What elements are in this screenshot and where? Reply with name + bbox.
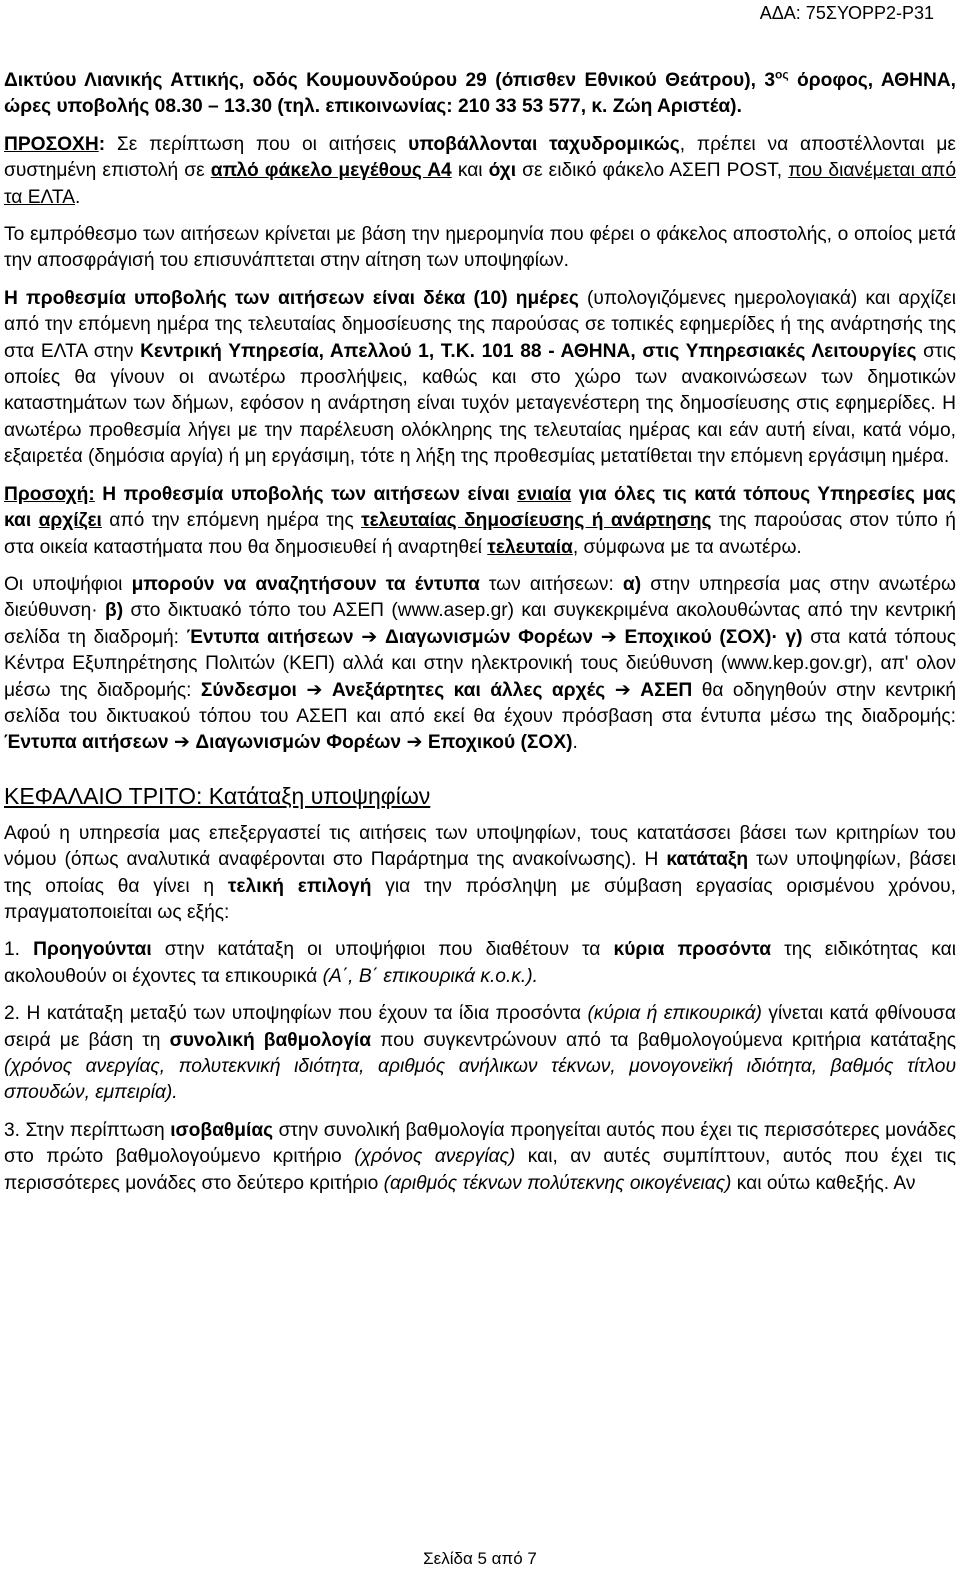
- item1-text-1: 1.: [4, 939, 34, 961]
- p6-bold-1: μπορούν να αναζητήσουν τα έντυπα: [131, 573, 480, 595]
- p5-label: Προσοχή:: [4, 483, 95, 505]
- item2-text-1: 2. Η κατάταξη μεταξύ των υποψηφίων που έχουν τα ίδια προσόντα: [4, 1003, 588, 1025]
- ranking-item-2: [4, 1001, 956, 1107]
- p5-text-2: της παρούσας στον τύπο ή στα οικεία καταστήματα που θα δημοσιευθεί ή αναρτηθεί: [4, 510, 956, 558]
- p7-text-1: Αφού η υπηρεσία μας επεξεργαστεί τις αιτήσεις των υποψηφίων, τους κατατάσσει βάσει των κριτηρίων του νόμου (όπως αναλυτικά αναφέρονται στο Παράρτημα της ανακοίνωσης). Η: [4, 822, 956, 871]
- p7-bold-1: κατάταξη: [666, 849, 749, 871]
- arrow-right-icon: ➔: [361, 626, 378, 648]
- paragraph-ranking-intro: [4, 821, 956, 927]
- p2-bold-2: όχι: [488, 160, 517, 182]
- p4-text-2: στις οποίες θα γίνουν οι ανωτέρω προσλήψεις, καθώς και στο χώρο των ανακοινώσεων των δημοτικών καταστημάτων των δήμων, εφόσον η ανάρτηση είναι τυχόν μεταγενέστερη της δημοσίευσης στις εφημερίδες. Η ανωτέρω προθεσμία λήγει με την παρέλευση ολόκληρης της τελευταίας ημέρας και εάν αυτή είναι, κατά νόμο, εξαιρετέα (δημόσια αργία) ή μη εργάσιμη, τότε η λήξη της προθεσμίας μετατίθεται την επόμενη εργάσιμη ημέρα.: [4, 340, 957, 468]
- p2-text-1: Σε περίπτωση που οι αιτήσεις: [105, 133, 409, 155]
- paragraph-address: [4, 68, 956, 121]
- item3-text-1: 3. Στην περίπτωση: [4, 1119, 171, 1141]
- p6-path-1-step-2: Διαγωνισμών Φορέων: [384, 626, 594, 648]
- ranking-item-3: [4, 1118, 956, 1197]
- item3-text-4: και ούτω καθεξής. Αν: [731, 1172, 916, 1194]
- p2-bold-1: υποβάλλονται ταχυδρομικώς: [408, 133, 680, 155]
- item3-text-2: στην συνολική βαθμολογία προηγείται αυτός που έχει τις περισσότερες μονάδες στο πρώτο βαθμολογούμενο κριτήριο: [4, 1119, 956, 1168]
- p2-bold-underline-1: απλό φάκελο μεγέθους Α4: [210, 160, 452, 182]
- p2-text-3: και: [451, 160, 489, 182]
- p6-text-4: στο δικτυακό τόπο του ΑΣΕΠ (www.asep.gr) και συγκεκριμένα ακολουθώντας από την κεντρική σελίδα τη διαδρομή:: [4, 600, 956, 648]
- p6-path-3-step-3: Εποχικού (ΣΟΧ): [427, 732, 573, 754]
- paragraph-timeliness: Το εμπρόθεσμο των αιτήσεων κρίνεται με βάση την ημερομηνία που φέρει ο φάκελος αποστολής, ο οποίος μετά την αποσφράγισή του επισυνάπτεται στην αίτηση των υποψηφίων.: [4, 224, 956, 272]
- p5-bold-underline-3: τελευταίας δημοσίευσης ή ανάρτησης: [361, 510, 712, 532]
- arrow-right-icon: ➔: [306, 679, 323, 701]
- p5-bold-underline-4: τελευταία: [487, 536, 573, 558]
- p5-text-1: από την επόμενη ημέρα της: [101, 510, 362, 532]
- p7-text-3: για την πρόσληψη με σύμβαση εργασίας ορισμένου χρόνου, πραγματοποιείται ως εξής:: [4, 875, 956, 923]
- p6-path-2-step-2: Ανεξάρτητες και άλλες αρχές: [331, 679, 606, 701]
- p6-path-2-step-3: ΑΣΕΠ: [640, 679, 693, 701]
- item1-bold-1: Προηγούνται: [33, 939, 152, 961]
- item3-text-3: και, αν αυτές συμπίπτουν, αυτός που έχει τις περισσότερες μονάδες στο δεύτερο κριτήριο: [4, 1146, 956, 1194]
- item3-bold-1: ισοβαθμίας: [170, 1119, 274, 1141]
- p4-bold-2: Κεντρική Υπηρεσία, Απελλού 1, Τ.Κ. 101 88 - ΑΘΗΝΑ, στις Υπηρεσιακές Λειτουργίες: [140, 340, 917, 362]
- paragraph-deadline: [4, 286, 956, 471]
- p2-text-5: .: [75, 186, 81, 208]
- p4-text-1: (υπολογιζόμενες ημερολογιακά) και αρχίζει από την επόμενη ημέρα της τελευταίας δημοσίευσης της παρούσας σε τοπικές εφημερίδες ή της ανάρτησής της στα ΕΛΤΑ στην: [4, 287, 956, 362]
- p6-text-2: των αιτήσεων:: [479, 573, 623, 595]
- p2-underline-1: που διανέμεται από τα ΕΛΤΑ: [4, 160, 956, 208]
- item2-text-2: γίνεται κατά φθίνουσα σειρά με βάση τη: [4, 1003, 956, 1051]
- arrow-right-icon: ➔: [600, 626, 617, 648]
- item2-italic-2: (χρόνος ανεργίας, πολυτεκνική ιδιότητα, αριθμός ανήλικων τέκνων, μονογονεϊκή ιδιότητα, βαθμός τίτλου σπουδών, εμπειρία).: [4, 1056, 956, 1104]
- paragraph-attention-deadline: [4, 482, 956, 561]
- attention-label: ΠΡΟΣΟΧΗ: [4, 133, 99, 155]
- item1-bold-2: κύρια προσόντα: [613, 939, 772, 961]
- chapter-title: ΚΕΦΑΛΑΙΟ ΤΡΙΤΟ: Κατάταξη υποψηφίων: [4, 782, 431, 809]
- p5-bold-2: για όλες τις κατά τόπους Υπηρεσίες μας και: [4, 483, 957, 532]
- attention-colon: :: [98, 133, 106, 155]
- p2-text-4: σε ειδικό φάκελο ΑΣΕΠ POST,: [516, 160, 789, 182]
- ranking-item-1: [4, 937, 956, 990]
- document-body: [4, 68, 956, 1208]
- p7-text-2: των υποψηφίων, βάσει της οποίας θα γίνει η: [4, 849, 956, 897]
- p6-bold-3: β): [105, 600, 124, 622]
- item2-italic-1: (κύρια ή επικουρικά): [587, 1003, 762, 1025]
- p5-bold-underline-1: ενιαία: [517, 483, 572, 505]
- item1-text-2: στην κατάταξη οι υποψήφιοι που διαθέτουν τα: [151, 939, 614, 961]
- item2-text-3: που συγκεντρώνουν από τα βαθμολογούμενα κριτήρια κατάταξης: [371, 1029, 957, 1051]
- page-number: Σελίδα 5 από 7: [423, 1549, 537, 1568]
- p6-path-2-step-1: Σύνδεσμοι: [200, 679, 297, 701]
- arrow-right-icon: ➔: [406, 732, 423, 754]
- p6-path-1-step-1: Έντυπα αιτήσεων: [186, 626, 354, 648]
- p6-bold-2: α): [622, 573, 642, 595]
- p7-bold-2: τελική επιλογή: [227, 875, 372, 897]
- p6-text-6: θα οδηγηθούν στην κεντρική σελίδα του δικτυακού τόπου του ΑΣΕΠ και από εκεί θα έχουν πρόσβαση στα έντυπα μέσω της διαδρομής:: [4, 679, 956, 727]
- paragraph-forms: [4, 572, 956, 757]
- p6-path-1-step-3: Εποχικού (ΣΟΧ)· γ): [624, 626, 803, 648]
- item3-italic-2: (αριθμός τέκνων πολύτεκνης οικογένειας): [383, 1172, 732, 1194]
- p6-text-3: στην υπηρεσία μας στην ανωτέρω διεύθυνση·: [4, 573, 956, 622]
- p6-path-3-step-2: Διαγωνισμών Φορέων: [195, 732, 402, 754]
- p6-text-7: .: [572, 732, 578, 754]
- p5-bold-underline-2: αρχίζει: [38, 510, 102, 532]
- floor-suffix: ος: [775, 67, 789, 82]
- ada-code: ΑΔΑ: 75ΣΥΟΡΡ2-Ρ31: [759, 3, 934, 23]
- p2-text-2: , πρέπει να αποστέλλονται με συστημένη επιστολή σε: [4, 133, 956, 182]
- paragraph-attention-postal: [4, 132, 956, 211]
- item2-bold-1: συνολική βαθμολογία: [169, 1029, 372, 1051]
- item1-text-3: της ειδικότητας και ακολουθούν οι έχοντες τα επικουρικά: [4, 939, 956, 987]
- p5-text-3: , σύμφωνα με τα ανωτέρω.: [572, 536, 802, 558]
- address-text-2: όροφος, ΑΘΗΝΑ, ώρες υποβολής 08.30 – 13.30 (τηλ. επικοινωνίας: 210 33 53 577, κ. Ζώη Αριστέα).: [4, 70, 956, 118]
- p5-bold-1: Η προθεσμία υποβολής των αιτήσεων είναι: [94, 483, 518, 505]
- item3-italic-1: (χρόνος ανεργίας): [354, 1146, 516, 1168]
- p4-bold-1: Η προθεσμία υποβολής των αιτήσεων είναι δέκα (10) ημέρες: [4, 287, 579, 309]
- item1-italic-1: (Α΄, Β΄ επικουρικά κ.ο.κ.).: [322, 965, 538, 987]
- p6-text-1: Οι υποψήφιοι: [4, 573, 132, 595]
- arrow-right-icon: ➔: [173, 732, 190, 754]
- p6-text-5: στα κατά τόπους Κέντρα Εξυπηρέτησης Πολιτών (ΚΕΠ) αλλά και στην ηλεκτρονική τους διεύθυνση (www.kep.gov.gr), απ' ολον μέσω της διαδρομής:: [4, 626, 956, 701]
- address-text-1: Δικτύου Λιανικής Αττικής, οδός Κουμουνδούρου 29 (όπισθεν Εθνικού Θεάτρου), 3: [4, 70, 776, 91]
- arrow-right-icon: ➔: [614, 679, 631, 701]
- p6-path-3-step-1: Έντυπα αιτήσεων: [4, 732, 169, 754]
